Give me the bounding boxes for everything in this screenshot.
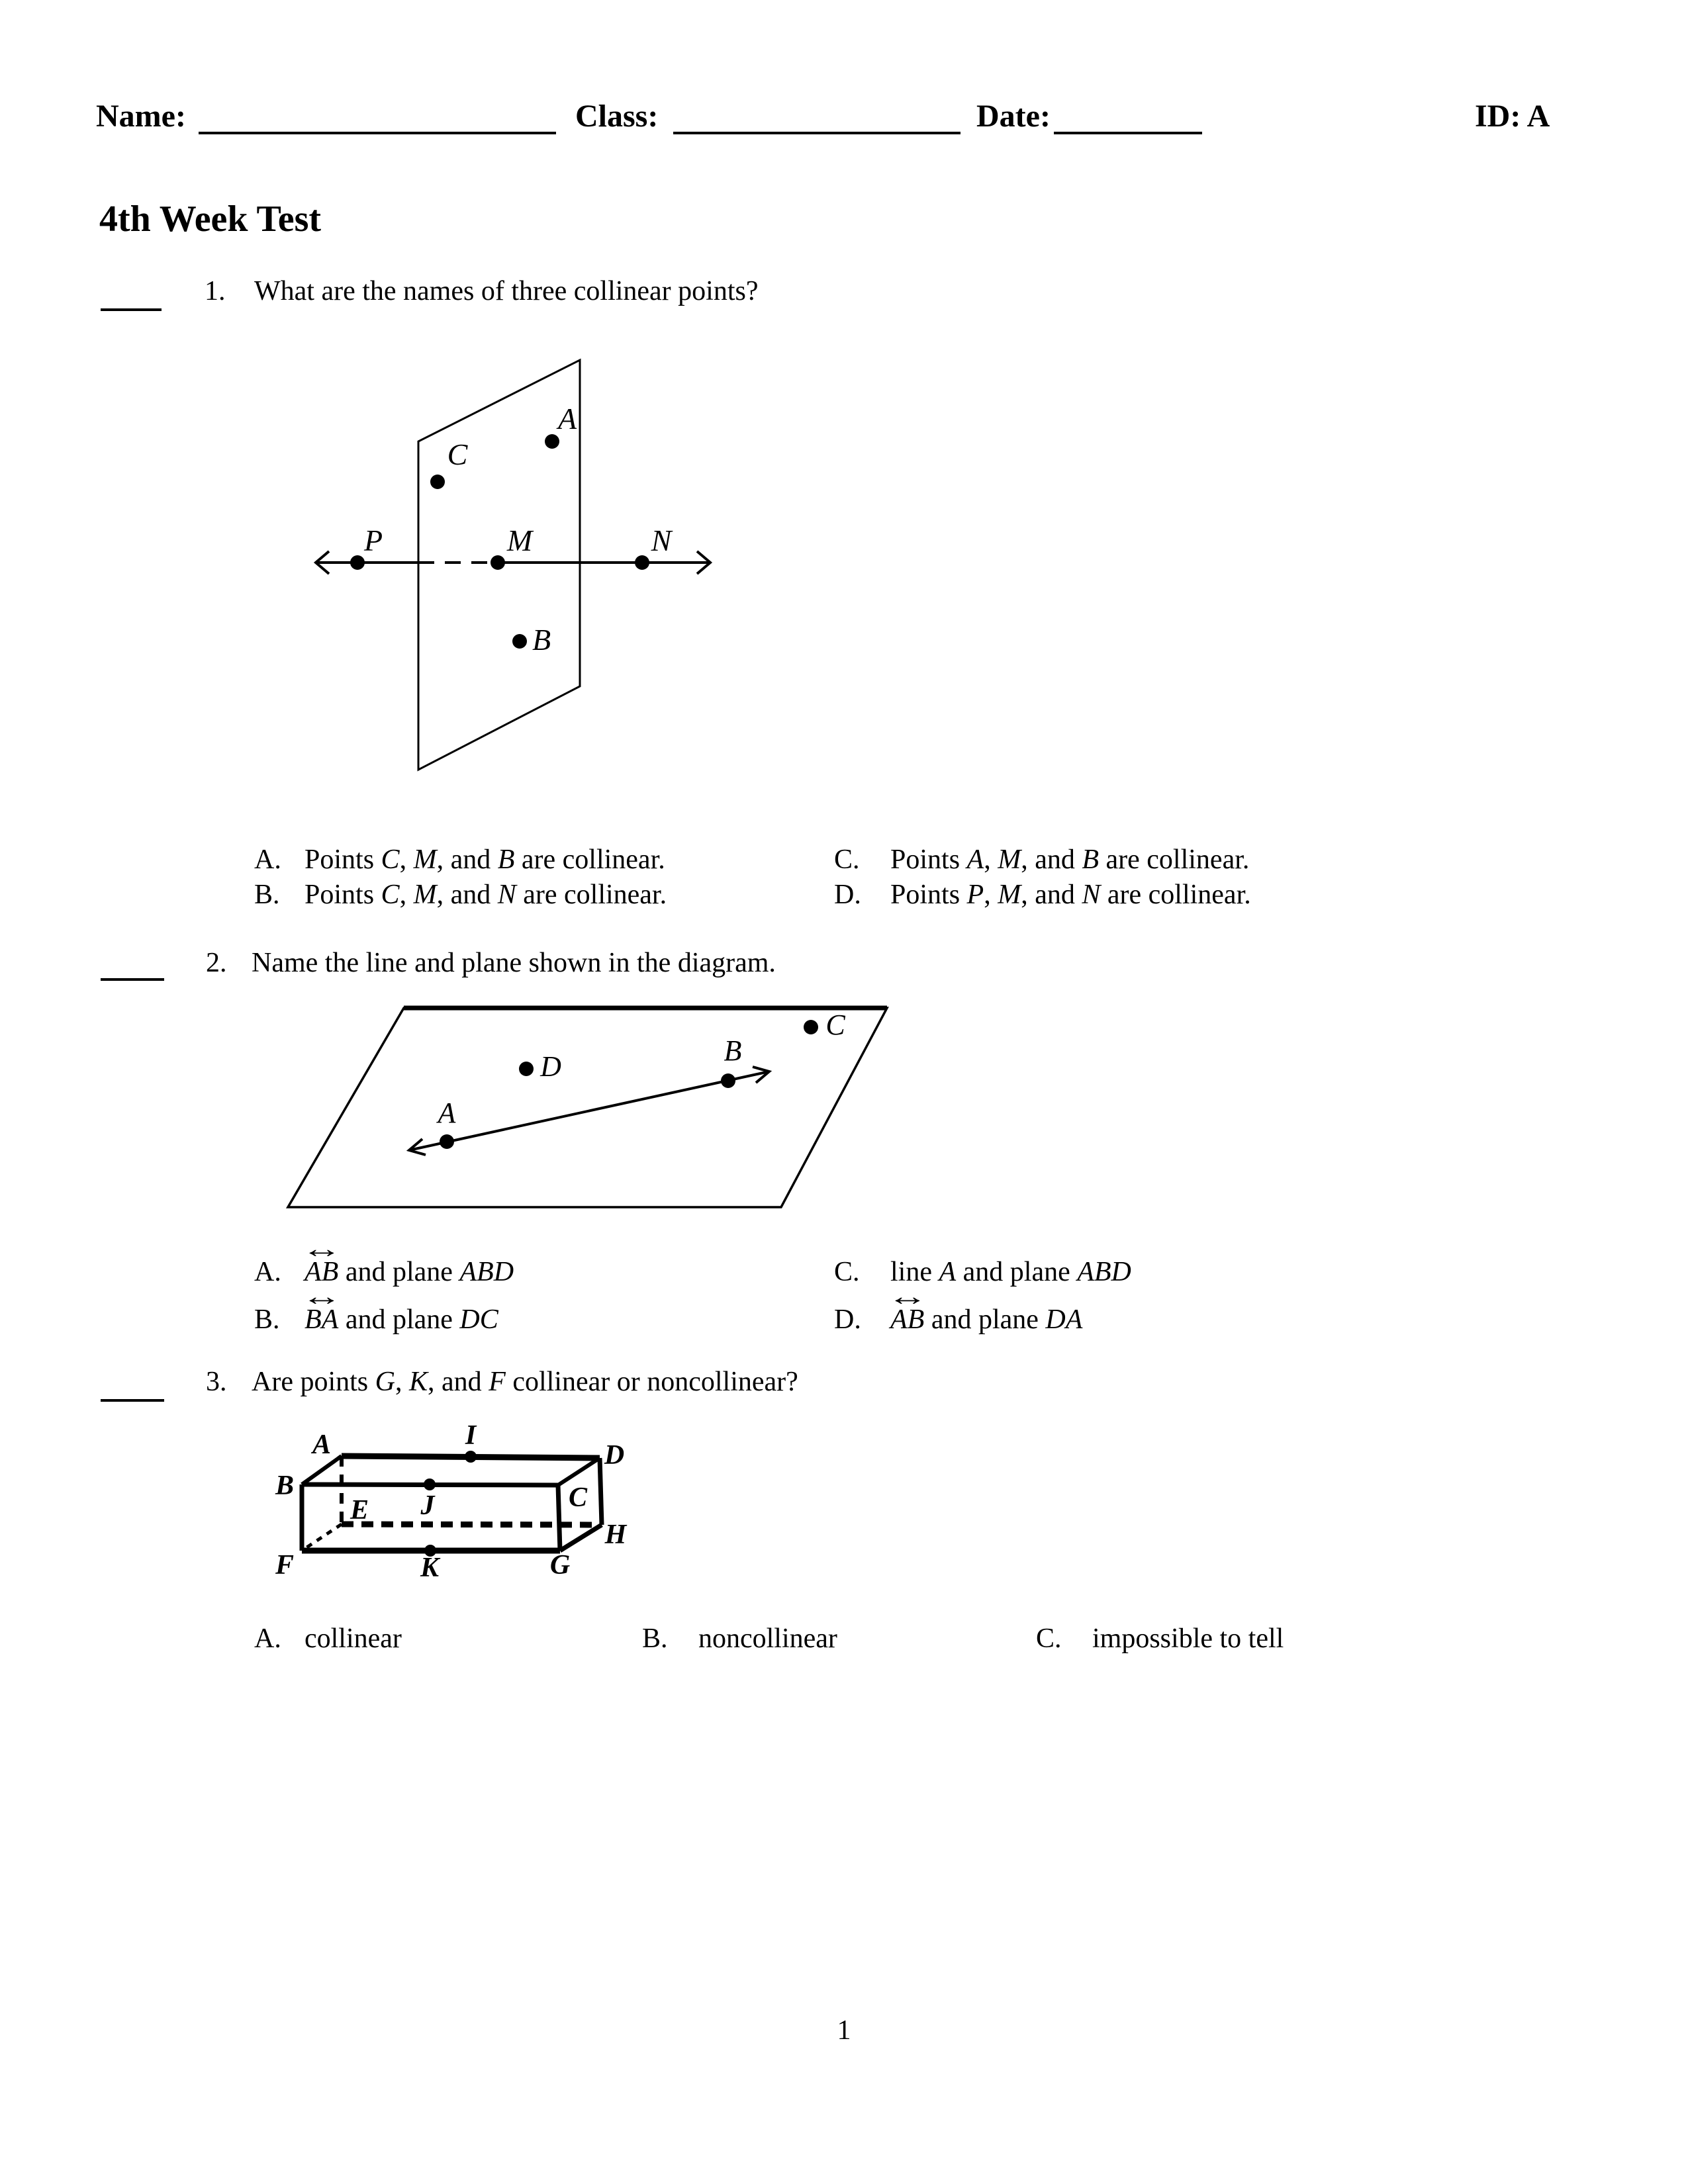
q1-answer-blank [101, 308, 162, 311]
q2-stem: Name the line and plane shown in the diagram. [252, 948, 776, 978]
q3-point-F-label: F [275, 1550, 295, 1580]
page-number: 1 [837, 2015, 851, 2046]
q3-choice-b-text: noncollinear [698, 1623, 837, 1654]
q1-diagram [305, 344, 728, 781]
q2-choice-c-text: line A and plane ABD [890, 1257, 1131, 1287]
q3-edge-EF-hidden [302, 1524, 342, 1551]
line-arrow-overline: ↔ [301, 1233, 342, 1263]
q3-choice-a-text: collinear [305, 1623, 402, 1654]
q2-line-AB [409, 1071, 769, 1150]
q2-point-B-dot [721, 1073, 735, 1088]
q1-point-A-label: A [557, 402, 577, 435]
q3-edge-EH-hidden [342, 1524, 602, 1525]
q1-point-C-dot [430, 475, 445, 489]
q1-choice-a-letter: A. [254, 844, 281, 875]
name-label: Name: [96, 99, 186, 134]
q3-edge-DC [558, 1458, 600, 1485]
q3-edge-CG [558, 1485, 560, 1551]
q2-plane-polygon [288, 1008, 887, 1207]
q3-point-C-label: C [568, 1482, 588, 1513]
id-label: ID: A [1475, 99, 1550, 134]
q3-point-D-label: D [604, 1440, 625, 1471]
q2-choice-b-text: ↔ BA and plane DC [301, 1281, 498, 1335]
q1-point-P-label: P [363, 523, 383, 557]
q3-answer-blank [101, 1399, 164, 1402]
q2-point-A-dot [440, 1134, 454, 1149]
q3-choice-c-text: impossible to tell [1092, 1623, 1284, 1654]
q3-choice-b-letter: B. [642, 1623, 668, 1654]
q3-number: 3. [206, 1367, 227, 1397]
q1-point-C-label: C [447, 437, 468, 471]
q3-point-A-label: A [312, 1430, 332, 1460]
line-arrow-overline: ↔ [886, 1281, 928, 1311]
q3-diagram [265, 1416, 635, 1588]
q2-choice-d-text: ↔ AB and plane DA [886, 1281, 1083, 1335]
line-arrow-overline: ↔ [301, 1281, 342, 1311]
class-blank-line [673, 132, 961, 134]
q2-answer-blank [101, 978, 164, 981]
q3-point-I-label: I [465, 1420, 477, 1451]
q3-point-I-dot [465, 1451, 477, 1463]
q1-point-N-label: N [651, 523, 672, 557]
q1-choice-d-text: Points P, M, and N are collinear. [890, 880, 1251, 910]
q3-point-K-label: K [420, 1553, 440, 1583]
q2-point-D-label: D [540, 1050, 561, 1083]
q2-choice-a-letter: A. [254, 1257, 281, 1287]
q3-point-J-label: J [420, 1490, 435, 1521]
q2-point-A-label: A [438, 1097, 456, 1129]
q1-number: 1. [205, 276, 226, 306]
date-label: Date: [976, 99, 1051, 134]
q3-choice-a-letter: A. [254, 1623, 281, 1654]
q3-point-B-label: B [275, 1471, 295, 1501]
q2-point-C-label: C [825, 1009, 845, 1041]
q3-edge-AB [302, 1456, 342, 1484]
q2-choice-b-letter: B. [254, 1304, 280, 1335]
q2-choice-a-text: ↔ AB and plane ABD [301, 1233, 514, 1287]
q3-point-E-label: E [350, 1495, 369, 1525]
q2-point-D-dot [519, 1062, 534, 1076]
q2-choice-d-letter: D. [834, 1304, 861, 1335]
q3-choice-c-letter: C. [1036, 1623, 1062, 1654]
q1-point-P-dot [350, 555, 365, 570]
q1-choice-a-text: Points C, M, and B are collinear. [305, 844, 665, 875]
q1-point-N-dot [635, 555, 649, 570]
q3-edge-HG [560, 1525, 602, 1551]
q1-stem: What are the names of three collinear points? [254, 276, 759, 306]
q3-edge-DH [600, 1458, 602, 1525]
q3-point-G-label: G [549, 1550, 571, 1580]
q1-choice-c-text: Points A, M, and B are collinear. [890, 844, 1250, 875]
q2-diagram [278, 993, 914, 1218]
q1-choice-d-letter: D. [834, 880, 861, 910]
q1-point-B-dot [512, 634, 527, 649]
q2-choice-c-letter: C. [834, 1257, 860, 1287]
q3-stem: Are points G, K, and F collinear or noncollinear? [252, 1367, 798, 1397]
q1-point-M-dot [491, 555, 505, 570]
q1-point-A-dot [545, 434, 559, 449]
q1-choice-b-letter: B. [254, 880, 280, 910]
q1-point-B-label: B [532, 623, 551, 657]
q2-point-C-dot [804, 1020, 818, 1034]
q1-point-M-label: M [506, 523, 533, 557]
q1-choice-b-text: Points C, M, and N are collinear. [305, 880, 667, 910]
date-blank-line [1054, 132, 1202, 134]
page-title: 4th Week Test [99, 199, 322, 240]
name-blank-line [199, 132, 556, 134]
q1-choice-c-letter: C. [834, 844, 860, 875]
q3-point-H-label: H [604, 1520, 627, 1550]
q2-number: 2. [206, 948, 227, 978]
class-label: Class: [575, 99, 659, 134]
q3-point-J-dot [424, 1479, 436, 1490]
q2-point-B-label: B [724, 1034, 742, 1067]
